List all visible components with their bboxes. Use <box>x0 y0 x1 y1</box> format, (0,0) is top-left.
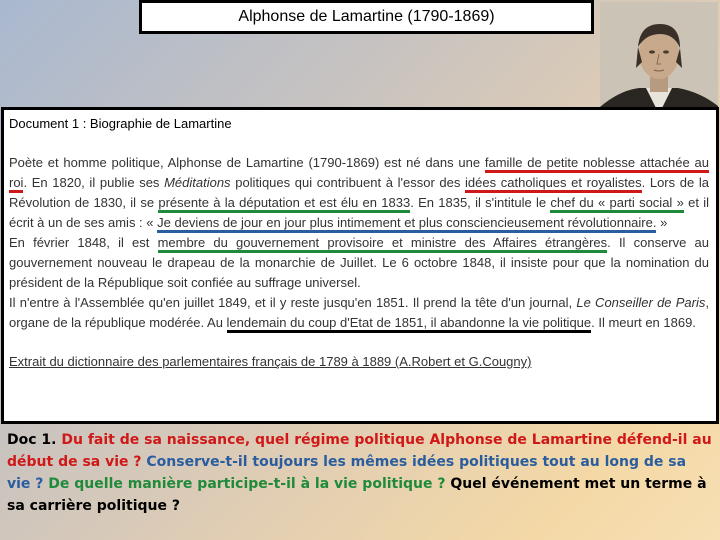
source-citation: Extrait du dictionnaire des parlementaires français de 1789 à 1889 (A.Robert et G.Cougny) <box>9 354 532 369</box>
biography-paragraph-1 <box>9 153 709 233</box>
text-segment: . Il conserve au gouvernement nouveau le drapeau de la monarchie de Juillet. Le 6 octobre 1848, il insiste pour que la nomination du président de la République soit confiée au suffrage universel. <box>9 235 710 290</box>
question-block <box>7 429 712 517</box>
text-segment: et il écrit à un de ses amis : « <box>9 195 710 230</box>
question-prefix: Doc 1. <box>7 432 62 448</box>
slide-title: Alphonse de Lamartine (1790-1869) <box>238 8 495 25</box>
italic-title: Méditations <box>164 175 231 190</box>
question-4: Quel événement met un terme à sa carrière politique ? <box>7 476 707 514</box>
text-segment: Il n'entre à l'Assemblée qu'en juillet 1849, et il y reste jusqu'en 1851. Il prend la tête d'un journal, <box>9 295 577 310</box>
text-segment: Poète et homme politique, Alphonse de Lamartine (1790-1869) est né dans une <box>9 155 485 170</box>
text-segment: . En 1820, il publie ses <box>23 175 165 190</box>
text-segment: » <box>656 215 668 230</box>
text-segment: . En 1835, il s'intitule le <box>410 195 551 210</box>
text-segment: . Lors de la Révolution de 1830, il se <box>9 175 709 210</box>
highlight-famille: famille de petite noblesse attachée au roi <box>9 155 709 193</box>
biography-text <box>9 153 709 333</box>
document-heading: Document 1 : Biographie de Lamartine <box>9 116 232 131</box>
highlight-coup: lendemain du coup d'Etat de 1851, il abandonne la vie politique <box>227 315 592 333</box>
highlight-chef: chef du « parti social » <box>550 195 683 213</box>
biography-paragraph-3 <box>9 293 709 333</box>
text-segment: . Il meurt en 1869. <box>591 315 696 330</box>
document-box <box>1 107 719 424</box>
highlight-membre: membre du gouvernement provisoire et ministre des Affaires étrangères <box>158 235 608 253</box>
text-segment: politiques qui contribuent à l'essor des <box>230 175 466 190</box>
slide-title-box <box>139 0 594 34</box>
text-segment: , organe de la république modérée. Au <box>9 295 709 330</box>
highlight-quote: Je deviens de jour en jour plus intimement et plus consciencieusement révolutionnaire. <box>157 215 656 233</box>
highlight-deputation: présente à la députation et est élu en 1833 <box>158 195 410 213</box>
biography-paragraph-2 <box>9 233 709 293</box>
italic-journal: Le Conseiller de Paris <box>576 295 706 310</box>
highlight-idees: idées catholiques et royalistes <box>465 175 642 193</box>
question-2: Conserve-t-il toujours les mêmes idées politiques tout au long de sa vie ? <box>7 454 687 492</box>
question-1: Du fait de sa naissance, quel régime politique Alphonse de Lamartine défend-il au début de sa vie ? <box>7 432 712 470</box>
text-segment: En février 1848, il est <box>9 235 158 250</box>
question-3: De quelle manière participe-t-il à la vie politique ? <box>43 476 446 492</box>
